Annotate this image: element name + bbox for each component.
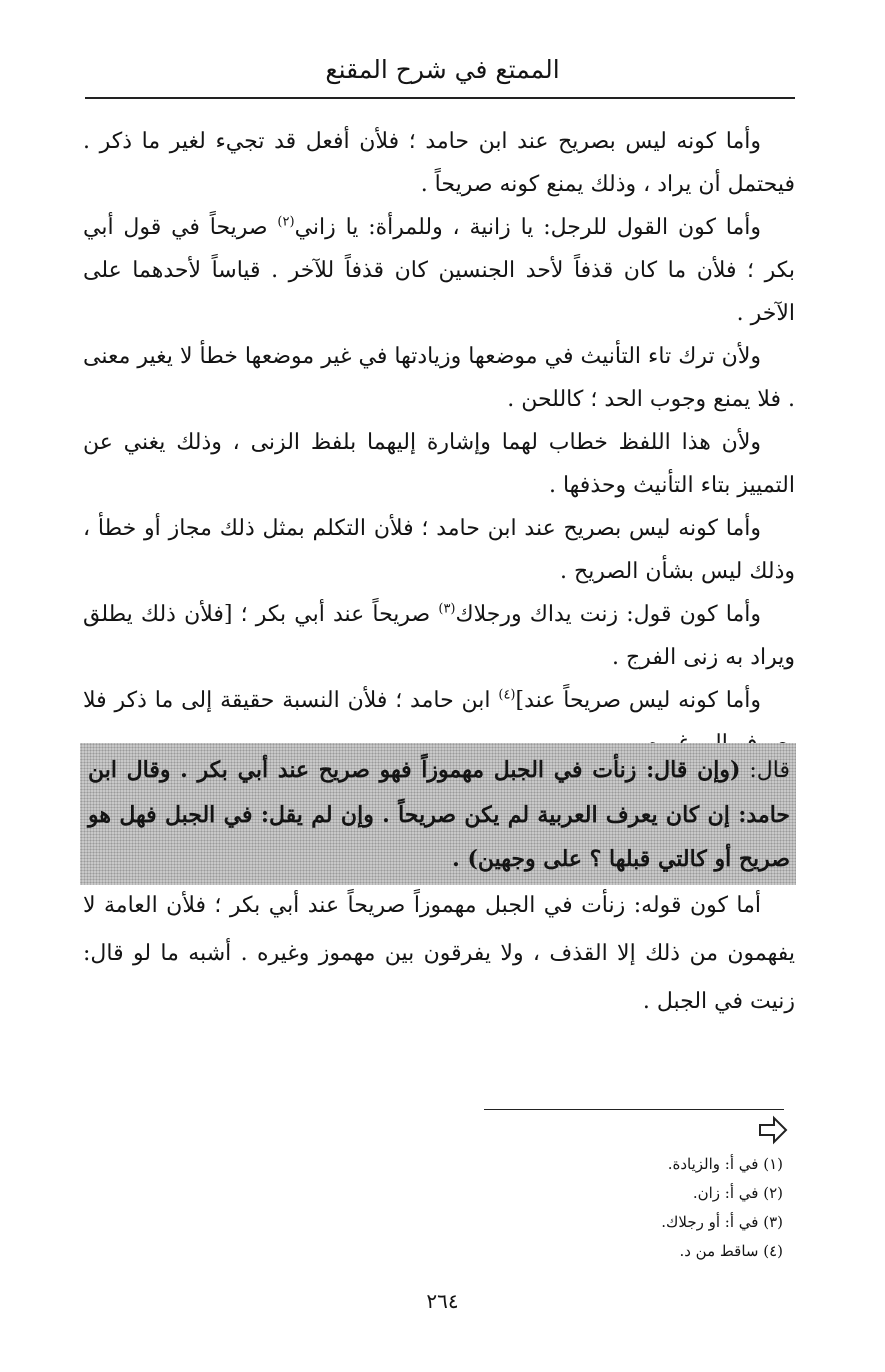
body-text <box>83 120 795 765</box>
footnote-3: (٣) في أ: أو رجلاك. <box>661 1213 783 1231</box>
page-title: الممتع في شرح المقنع <box>325 55 560 84</box>
footnote-rule <box>484 1109 784 1110</box>
commentary-text: أما كون قوله: زنأت في الجبل مهموزاً صريحاً عند أبي بكر ؛ فلأن العامة لا يفهمون من ذلك إلا القذف ، ولا يفرقون بين مهموز وغيره . أشبه ما لو قال: زنيت في الجبل . <box>83 893 795 1014</box>
paragraph-5 <box>83 507 795 593</box>
paragraph-3 <box>83 335 795 421</box>
footnote-reference: (٣) <box>438 601 456 617</box>
paragraph-text: صريحاً عند أبي بكر ؛ [فلأن ذلك يطلق ويراد به زنى الفرج . <box>83 602 795 670</box>
header-rule <box>85 97 795 99</box>
continuation-arrow-icon <box>757 1113 789 1147</box>
matn-text: (وإن قال: زنأت في الجبل مهموزاً فهو صريح عند أبي بكر . وقال ابن حامد: إن كان يعرف العربية لم يكن صريحاً . وإن لم يقل: في الجبل فهل هو صريح أو كالتي قبلها ؟ على وجهين) . <box>88 757 790 872</box>
paragraph-text: ولأن هذا اللفظ خطاب لهما وإشارة إليهما بلفظ الزنى ، وذلك يغني عن التمييز بتاء التأنيث وحذفها . <box>83 430 795 498</box>
footnote-reference: (٤) <box>498 687 516 703</box>
footnote-1: (١) في أ: والزيادة. <box>667 1155 783 1173</box>
footnotes <box>661 1150 783 1266</box>
paragraph-text: ولأن ترك تاء التأنيث في موضعها وزيادتها في غير موضعها خطأ لا يغير معنى . فلا يمنع وجوب الحد ؛ كاللحن . <box>83 344 795 412</box>
paragraph-1 <box>83 120 795 206</box>
matn-quote <box>88 748 790 881</box>
paragraph-text: وأما كون القول للرجل: يا زانية ، وللمرأة: يا زاني <box>294 215 761 240</box>
commentary-paragraph <box>83 882 795 1026</box>
matn-lead: قال: <box>740 758 790 783</box>
paragraph-text: وأما كون قول: زنت يداك ورجلاك <box>455 602 761 627</box>
paragraph-6 <box>83 593 795 679</box>
paragraph-text: وأما كونه ليس صريحاً عند] <box>515 688 761 713</box>
paragraph-text: ابن حامد ؛ فلأن النسبة حقيقة إلى ما ذكر فلا <box>83 688 491 713</box>
paragraph-text: صريحاً في قول أبي بكر ؛ فلأن ما كان قذفاً لأحد الجنسين كان قذفاً للآخر . قياساً لأحدهما على الآخر . <box>83 215 795 326</box>
footnote-2: (٢) في أ: زان. <box>692 1184 783 1202</box>
page-number: ٢٦٤ <box>426 1289 459 1313</box>
paragraph-2 <box>83 206 795 335</box>
paragraph-4 <box>83 421 795 507</box>
footnote-4: (٤) ساقط من د. <box>679 1242 783 1260</box>
paragraph-text: وأما كونه ليس بصريح عند ابن حامد ؛ فلأن التكلم بمثل ذلك مجاز أو خطأ ، وذلك ليس بشأن الصريح . <box>83 516 795 584</box>
paragraph-text: وأما كونه ليس بصريح عند ابن حامد ؛ فلأن أفعل قد تجيء لغير ما ذكر . فيحتمل أن يراد ، وذلك يمنع كونه صريحاً . <box>83 129 795 197</box>
footnote-reference: (٢) <box>277 214 295 230</box>
